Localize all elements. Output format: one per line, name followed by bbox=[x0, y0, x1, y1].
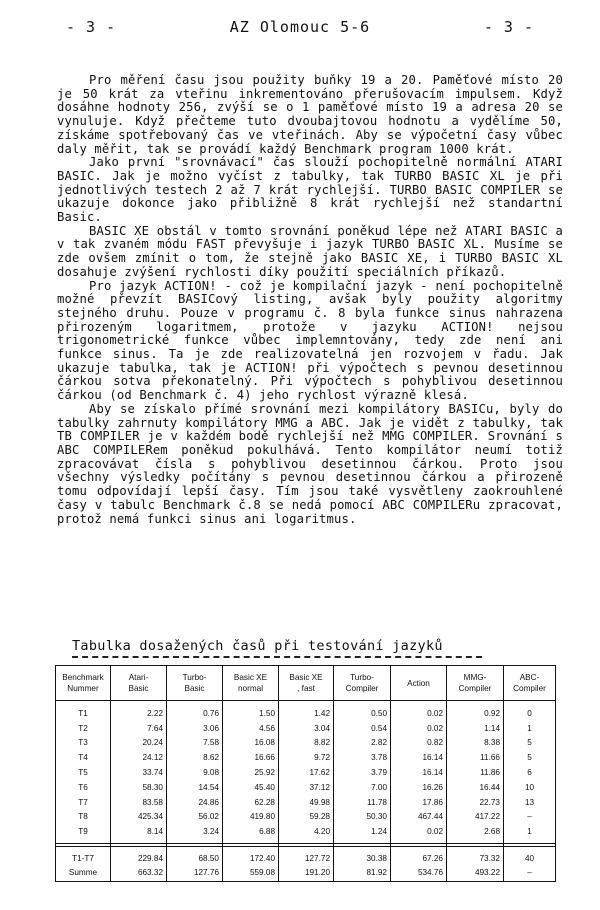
column-header bbox=[447, 666, 504, 701]
table-cell: 33.74 bbox=[111, 765, 167, 780]
column-header bbox=[223, 666, 279, 701]
table-cell: 17.86 bbox=[391, 795, 447, 810]
table-cell: 58.30 bbox=[111, 780, 167, 795]
table-cell: 3.24 bbox=[167, 824, 223, 843]
column-header-line: Basic bbox=[128, 684, 149, 693]
table-row bbox=[56, 701, 556, 721]
paragraph: Pro jazyk ACTION! - což je kompilační jazyk - není pochopitelně možné převzít BASICový listing, avšak byly použity algoritmy stejného druhu. Pouze v programu č. 8 byla funkce sinus nahrazena přirozeným logaritmem, protože v jazyku ACTION! nejsou trigonometrické funkce vůbec implemntovány, tedy zde není ani funkce sinus. Ta je zde realizovatelná jen rozvojem v řadu. Jak ukazuje tabulka, tak je ACTION! při výpočtech s pevnou desetinnou čárkou sotva překonatelný. Při výpočtech s pohyblivou desetinnou čárkou (od Benchmark č. 4) jeho rychlost výrazně klesá. bbox=[57, 278, 563, 403]
table-cell: 191.20 bbox=[279, 865, 334, 882]
table-cell: 24.86 bbox=[167, 795, 223, 810]
table-cell: 6 bbox=[504, 765, 556, 780]
table-cell: 1.50 bbox=[223, 701, 279, 721]
column-header-line: Compiler bbox=[345, 684, 379, 693]
table-cell: 8.38 bbox=[447, 736, 504, 751]
table-cell: 49.98 bbox=[279, 795, 334, 810]
row-label: T7 bbox=[56, 795, 111, 810]
table-cell: 67.26 bbox=[391, 847, 447, 866]
table-cell: 0.50 bbox=[334, 701, 391, 721]
table-cell: 419.80 bbox=[223, 810, 279, 825]
table-cell: 493.22 bbox=[447, 865, 504, 882]
column-header bbox=[111, 666, 167, 701]
table-header bbox=[56, 666, 556, 701]
table-cell: 24.12 bbox=[111, 750, 167, 765]
table-cell: 9.72 bbox=[279, 750, 334, 765]
table-cell: 30.38 bbox=[334, 847, 391, 866]
table-cell: 0.54 bbox=[334, 721, 391, 736]
table-cell: 5 bbox=[504, 750, 556, 765]
paragraph: Jako první "srovnávací" čas slouží pochopitelně normální ATARI BASIC. Jak je možno vyčíst z tabulky, tak TURBO BASIC XL je při jednotlivých testech 2 až 7 krát rychlejší. TURBO BASIC COMPILER se ukazuje dokonce jako přibližně 8 krát rychlejší než standartní Basic. bbox=[57, 155, 563, 225]
table-cell: 6.88 bbox=[223, 824, 279, 843]
table-cell: 229.84 bbox=[111, 847, 167, 866]
table-cell: 37.12 bbox=[279, 780, 334, 795]
row-label: T1-T7 bbox=[56, 847, 111, 866]
table-cell: 16.14 bbox=[391, 765, 447, 780]
table-cell: 73.32 bbox=[447, 847, 504, 866]
row-label: T5 bbox=[56, 765, 111, 780]
table-cell: 16.08 bbox=[223, 736, 279, 751]
table-cell: 7.00 bbox=[334, 780, 391, 795]
benchmark-table bbox=[55, 665, 556, 882]
table-cell: 1.42 bbox=[279, 701, 334, 721]
page-header-title: AZ Olomouc 5-6 bbox=[229, 18, 371, 36]
table-cell: 1.24 bbox=[334, 824, 391, 843]
table-cell: 50.30 bbox=[334, 810, 391, 825]
column-header bbox=[334, 666, 391, 701]
column-header-line: Compiler bbox=[513, 684, 546, 693]
table-cell: 663.32 bbox=[111, 865, 167, 882]
table-cell: 0 bbox=[504, 701, 556, 721]
column-header-line: Nummer bbox=[67, 684, 99, 693]
row-label: T6 bbox=[56, 780, 111, 795]
table-cell: 127.76 bbox=[167, 865, 223, 882]
table-cell: 0.82 bbox=[391, 736, 447, 751]
table-cell: 127.72 bbox=[279, 847, 334, 866]
table-row bbox=[56, 721, 556, 736]
column-header bbox=[504, 666, 556, 701]
column-header-line: , fast bbox=[297, 684, 315, 693]
column-header-line: Basic bbox=[184, 684, 205, 693]
summary-row bbox=[56, 865, 556, 882]
table-cell: 8.14 bbox=[111, 824, 167, 843]
table-cell: 1 bbox=[504, 824, 556, 843]
summary-row bbox=[56, 847, 556, 866]
column-header-line: Action bbox=[407, 678, 430, 688]
table-cell: 11.86 bbox=[447, 765, 504, 780]
table-cell: 467.44 bbox=[391, 810, 447, 825]
table-cell: 14.54 bbox=[167, 780, 223, 795]
table-cell: 2.22 bbox=[111, 701, 167, 721]
page-number-right: - 3 - bbox=[483, 18, 534, 36]
table-cell: 0.02 bbox=[391, 824, 447, 843]
column-header bbox=[56, 666, 111, 701]
paragraph: Aby se získalo přímé srovnání mezi kompilátory BASICu, byly do tabulky zahrnuty kompilátory MMG a ABC. Jak je vidět z tabulky, tak TB COMPILER je v každém bodě rychlejší než MMG COMPILER. Srovnání s ABC COMPILERem poněkud pokulhává. Tento kompilátor neumí totiž zpracovávat čísla s pohyblivou desetinnou čárkou. Proto jsou všechny výsledky počítány s pevnou desetinnou čárkou a přirozeně tomu odpovídají lepší časy. Tím jsou také vysvětleny zaokrouhlené časy v tabulc Benchmark č.8 se nedá pomocí ABC COMPILERu zpracovat, protož nemá funkci sinus ani logaritmus. bbox=[57, 401, 563, 526]
table-cell: 56.02 bbox=[167, 810, 223, 825]
table-cell: 16.26 bbox=[391, 780, 447, 795]
table-cell: 425.34 bbox=[111, 810, 167, 825]
header-row bbox=[56, 666, 556, 701]
paragraph: BASIC XE obstál v tomto srovnání poněkud lépe než ATARI BASIC a v tak zvaném módu FAST převyšuje i jazyk TURBO BASIC XL. Musíme se zde ovšem zmínit o tom, že stejně jako BASIC XE, i TURBO BASIC XL dosahuje zvýšení rychlosti díky použití speciálních příkazů. bbox=[57, 223, 563, 279]
row-label: T8 bbox=[56, 810, 111, 825]
table-title: Tabulka dosažených časů při testování jazyků bbox=[72, 638, 443, 654]
table-cell: 0.02 bbox=[391, 721, 447, 736]
table-cell: 0.92 bbox=[447, 701, 504, 721]
table-cell: 534.76 bbox=[391, 865, 447, 882]
table-cell: 172.40 bbox=[223, 847, 279, 866]
table-cell: 7.64 bbox=[111, 721, 167, 736]
table-cell: 20.24 bbox=[111, 736, 167, 751]
table-cell: 417.22 bbox=[447, 810, 504, 825]
table-cell: 16.44 bbox=[447, 780, 504, 795]
row-label: T4 bbox=[56, 750, 111, 765]
table-cell: 10 bbox=[504, 780, 556, 795]
table-cell: 83.58 bbox=[111, 795, 167, 810]
table-cell: 22.73 bbox=[447, 795, 504, 810]
table-cell: – bbox=[504, 810, 556, 825]
table-caption bbox=[72, 638, 532, 658]
table-cell: 4.20 bbox=[279, 824, 334, 843]
table-cell: 3.79 bbox=[334, 765, 391, 780]
table-cell: 9.08 bbox=[167, 765, 223, 780]
table-body bbox=[56, 701, 556, 882]
table-cell: 59.28 bbox=[279, 810, 334, 825]
column-header-line: Compiler bbox=[458, 684, 492, 693]
table-cell: 45.40 bbox=[223, 780, 279, 795]
table-cell: 0.02 bbox=[391, 701, 447, 721]
row-label: Summe bbox=[56, 865, 111, 882]
table-cell: 16.14 bbox=[391, 750, 447, 765]
column-header-line: MMG- bbox=[463, 673, 487, 682]
table-cell: 13 bbox=[504, 795, 556, 810]
table-cell: 3.78 bbox=[334, 750, 391, 765]
table-cell: 11.78 bbox=[334, 795, 391, 810]
table-cell: 8.82 bbox=[279, 736, 334, 751]
page-number-left: - 3 - bbox=[66, 18, 117, 36]
row-label: T1 bbox=[56, 701, 111, 721]
table-row bbox=[56, 765, 556, 780]
column-header bbox=[391, 666, 447, 701]
table-cell: 81.92 bbox=[334, 865, 391, 882]
table-cell: 559.08 bbox=[223, 865, 279, 882]
column-header-line: Atari- bbox=[128, 673, 149, 682]
table-cell: 7.58 bbox=[167, 736, 223, 751]
column-header-line: Benchmark bbox=[62, 673, 104, 682]
column-header-line: ABC- bbox=[519, 673, 540, 682]
table-cell: 40 bbox=[504, 847, 556, 866]
column-header-line: Turbo- bbox=[350, 673, 374, 682]
table-row bbox=[56, 795, 556, 810]
table-cell: 4.56 bbox=[223, 721, 279, 736]
table-cell: 8.62 bbox=[167, 750, 223, 765]
table-row bbox=[56, 736, 556, 751]
column-header-line: Basic XE bbox=[289, 673, 323, 682]
table-row bbox=[56, 780, 556, 795]
table-cell: 1.14 bbox=[447, 721, 504, 736]
article-body bbox=[57, 74, 563, 526]
table-row bbox=[56, 750, 556, 765]
table-cell: 68.50 bbox=[167, 847, 223, 866]
title-underline bbox=[72, 656, 482, 658]
table-cell: 2.68 bbox=[447, 824, 504, 843]
column-header-line: Turbo- bbox=[182, 673, 207, 682]
table-cell: 25.92 bbox=[223, 765, 279, 780]
table-cell: 3.06 bbox=[167, 721, 223, 736]
table-cell: 2.82 bbox=[334, 736, 391, 751]
table-cell: 11.66 bbox=[447, 750, 504, 765]
column-header-line: normal bbox=[237, 684, 264, 693]
table-cell: 62.28 bbox=[223, 795, 279, 810]
table-cell: 16.66 bbox=[223, 750, 279, 765]
column-header-line: Basic XE bbox=[233, 673, 268, 682]
paragraph: Pro měření času jsou použity buňky 19 a 20. Paměťové místo 20 je 50 krát za vteřinu inkrementováno přerušovacím impulsem. Když dosáhne hodnoty 256, zvýší se o 1 paměťové místo 19 a adresa 20 se vynuluje. Když přečteme tuto dvoubajtovou hodnotu a vydělíme 50, získáme spotřebovaný čas ve vteřinách. Aby se výpočetní časy vůbec daly měřit, tak se provádí každý Benchmark program 1000 krát. bbox=[57, 73, 563, 156]
row-label: T2 bbox=[56, 721, 111, 736]
row-label: T3 bbox=[56, 736, 111, 751]
table-cell: 0.76 bbox=[167, 701, 223, 721]
column-header bbox=[279, 666, 334, 701]
table-row bbox=[56, 824, 556, 843]
column-header bbox=[167, 666, 223, 701]
row-label: T9 bbox=[56, 824, 111, 843]
table-cell: 17.62 bbox=[279, 765, 334, 780]
page-header bbox=[66, 18, 534, 38]
table-cell: 1 bbox=[504, 721, 556, 736]
table-row bbox=[56, 810, 556, 825]
table-cell: – bbox=[504, 865, 556, 882]
table-cell: 5 bbox=[504, 736, 556, 751]
table-cell: 3.04 bbox=[279, 721, 334, 736]
